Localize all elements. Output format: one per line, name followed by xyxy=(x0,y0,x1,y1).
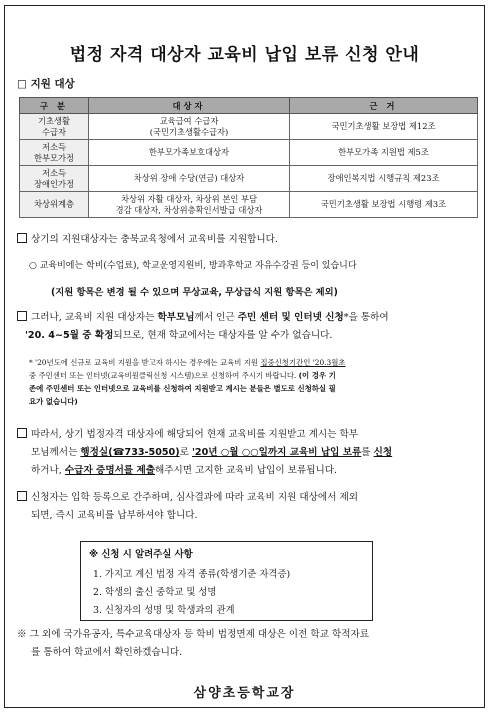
paragraph-enrollment-review: 신청자는 입학 등록으로 간주하며, 심사결과에 따라 교육비 지원 대상에서 제외 되면, 즉시 교육비를 납부하셔야 합니다. xyxy=(17,489,479,525)
paragraph-new-application-note: * '20년도에 신규로 교육비 지원을 받고자 하시는 경우에는 교육비 지원 집중신청기간인 '20.3월초 중 주민센터 또는 인터넷(교육비원클릭신청 시스템)으로 신청하여 주시기 바랍니다. (이 경우 기 존에 주민센터 또는 인터넷으로 교육비를 신청하여 지원받고 계시는 분들은 별도로 신청하실 필 요가 없습니다) xyxy=(29,358,346,406)
table-cell-target: 한부모가족보호대상자 xyxy=(89,140,290,166)
table-row xyxy=(20,114,478,140)
notice-page xyxy=(4,5,485,708)
info-box-item: 2. 학생의 출신 중학교 및 성명 xyxy=(93,587,217,598)
table-header-basis: 근 거 xyxy=(290,98,478,114)
paragraph-support-items-note: (지원 항목은 변경 될 수 있으며 무상교육, 무상급식 지원 항목은 제외) xyxy=(51,287,338,298)
table-cell-target: 차상위 장애 수당(연금) 대상자 xyxy=(89,166,290,192)
table-header-category: 구 분 xyxy=(20,98,89,114)
paragraph-support-source: 상기의 지원대상자는 충북교육청에서 교육비를 지원합니다. xyxy=(17,231,479,249)
table-cell-basis: 국민기초생활 보장법 시행령 제3조 xyxy=(290,192,478,218)
table-header-target: 대상자 xyxy=(89,98,290,114)
info-box-item: 3. 신청자의 성명 및 학생과의 관계 xyxy=(93,605,235,616)
table-cell-target: 차상위 자활 대상자, 차상위 본인 부담 경감 대상자, 차상위층확인서발급 대상자 xyxy=(89,192,290,218)
paragraph-application-confirmation: 그러나, 교육비 지원 대상자는 학부모님께서 인근 주민 센터 및 인터넷 신청*을 통하여 '20. 4~5월 중 확정되므로, 현재 학교에서는 대상자를 알 수가 없습니다. xyxy=(17,309,479,345)
paragraph-education-cost-items: ○ 교육비에는 학비(수업료), 학교운영지원비, 방과후학교 자유수강권 등이 있습니다 xyxy=(29,261,357,271)
checkbox-bullet-icon xyxy=(17,233,27,243)
school-principal-signature: 삼양초등학교장 xyxy=(193,686,296,701)
table-cell-category: 저소득 장애인가정 xyxy=(20,166,89,192)
paragraph-deferral-request: 따라서, 상기 법정자격 대상자에 해당되어 현재 교육비를 지원받고 계시는 학부 모님께서는 행정실(☎733-5050)로 '20년 ○월 ○○일까지 교육비 납입 보류를 신청 하거나, 수급자 증명서를 제출해주시면 고지한 교육비 납입이 보류됩니다. xyxy=(17,426,479,480)
checkbox-bullet-icon xyxy=(17,428,27,438)
table-row xyxy=(20,140,478,166)
table-cell-basis: 한부모가족 지원법 제5조 xyxy=(290,140,478,166)
info-box-item: 1. 가지고 계신 법정 자격 종류(학생기준 자격증) xyxy=(93,569,291,580)
table-row xyxy=(20,166,478,192)
checkbox-bullet-icon xyxy=(17,491,27,501)
application-info-box xyxy=(80,541,373,621)
checkbox-bullet-icon xyxy=(17,311,27,321)
table-cell-basis: 장애인복지법 시행규칙 제23조 xyxy=(290,166,478,192)
support-target-table xyxy=(19,97,478,218)
table-cell-category: 기초생활 수급자 xyxy=(20,114,89,140)
table-cell-target: 교육급여 수급자 (국민기초생활수급자) xyxy=(89,114,290,140)
info-box-heading: ※ 신청 시 알려주실 사항 xyxy=(89,549,193,560)
table-cell-category: 저소득 한부모가정 xyxy=(20,140,89,166)
paragraph-other-exemptions: ※ 그 외에 국가유공자, 특수교육대상자 등 학비 법정면제 대상은 이전 학교 학적자료 를 통하여 학교에서 확인하겠습니다. xyxy=(17,629,370,658)
page-title: 법정 자격 대상자 교육비 납입 보류 신청 안내 xyxy=(69,45,420,65)
table-cell-basis: 국민기초생활 보장법 제12조 xyxy=(290,114,478,140)
table-cell-category: 차상위계층 xyxy=(20,192,89,218)
table-row xyxy=(20,192,478,218)
section-heading-support-targets: □ 지원 대상 xyxy=(17,78,75,90)
